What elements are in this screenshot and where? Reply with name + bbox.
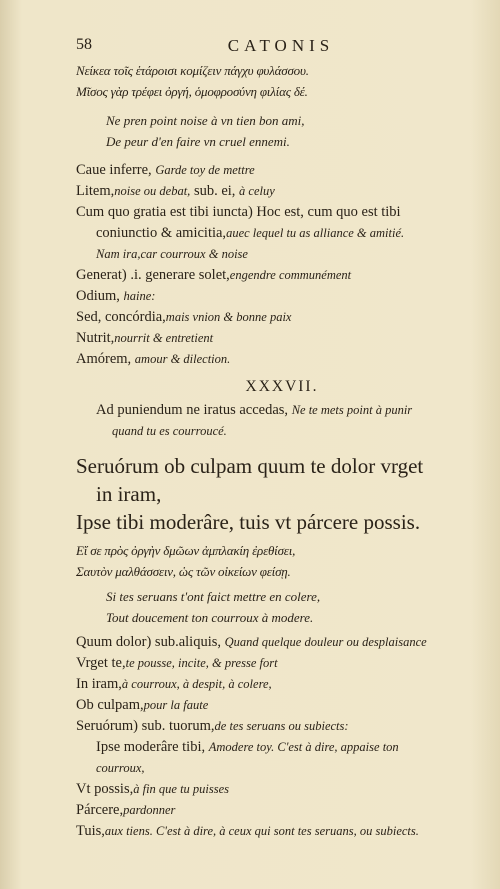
greek-verse-line: Σαυτὸν μαλθάσσειν, ὡς τῶν οἰκείων φείσῃ.	[76, 564, 291, 579]
french-gloss: Garde toy de mettre	[155, 163, 255, 177]
french-gloss: haine:	[123, 289, 156, 303]
gloss-line	[76, 737, 488, 758]
latin-term: Párcere,	[76, 802, 124, 818]
french-gloss: Amodere toy. C'est à dire, appaise ton	[208, 740, 399, 754]
page-body	[76, 60, 488, 842]
french-gloss: à courroux, à despit, à colere,	[121, 677, 272, 691]
gloss-line	[76, 223, 488, 244]
french-gloss: car courroux & noise	[140, 247, 248, 261]
gloss-line	[76, 265, 488, 286]
latin-term: Generat) .i. generare solet,	[76, 267, 230, 283]
gloss-continuation: courroux,	[96, 761, 145, 775]
latin-verse-line: Ipse tibi moderâre, tuis vt párcere possis.	[76, 510, 421, 534]
latin-term: Ad puniendum ne iratus accedas,	[96, 402, 289, 418]
latin-term: Tuis,	[76, 823, 105, 839]
gloss-line	[76, 307, 488, 328]
page-number: 58	[76, 36, 92, 53]
latin-term: Cum quo gratia est tibi iuncta) Hoc est, cum quo est tibi	[76, 204, 401, 220]
french-gloss: Ne te mets point à punir	[291, 403, 413, 417]
french-gloss: à fin que tu puisses	[133, 782, 230, 796]
french-gloss: pour la faute	[143, 698, 209, 712]
gloss-line	[76, 632, 488, 653]
latin-term: Sed, concórdia,	[76, 309, 166, 325]
latin-term: Amórem,	[76, 351, 132, 367]
latin-term: Ob culpam,	[76, 697, 144, 713]
latin-term: Ipse moderâre tibi,	[96, 739, 206, 755]
gloss-line	[76, 779, 488, 800]
greek-verse-line: Εἴ σε πρὸς ὀργὴν δμῶων ἀμπλακίη ἐρεθίσει,	[76, 543, 296, 558]
french-verse-line: Si tes seruans t'ont faict mettre en colere,	[106, 589, 321, 604]
summary-line: quand tu es courroucé.	[112, 424, 227, 438]
latin-term: Seruórum) sub. tuorum,	[76, 718, 215, 734]
gloss-line	[76, 244, 488, 265]
latin-term: Litem,	[76, 183, 115, 199]
french-gloss: pardonner	[123, 803, 176, 817]
french-gloss: engendre communément	[229, 268, 352, 282]
french-verse-line: Tout doucement ton courroux à modere.	[106, 610, 314, 625]
gloss-line	[76, 653, 488, 674]
french-gloss: te pousse, incite, & presse fort	[125, 656, 278, 670]
gloss-line	[76, 349, 488, 370]
latin-note: sub. ei,	[193, 183, 236, 199]
french-verse-line: Ne pren point noise à vn tien bon ami,	[106, 113, 305, 128]
latin-term: Odium,	[76, 288, 120, 304]
latin-term: Vt possis,	[76, 781, 134, 797]
french-gloss: aux tiens. C'est à dire, à ceux qui sont tes seruans, ou subiects.	[104, 824, 419, 838]
french-gloss: de tes seruans ou subiects:	[214, 719, 349, 733]
latin-term: Vrget te,	[76, 655, 126, 671]
page-header	[76, 36, 486, 60]
latin-verse-line: Seruórum ob culpam quum te dolor vrget	[76, 454, 424, 478]
gloss-line	[76, 695, 488, 716]
summary-line	[76, 400, 488, 421]
latin-term: In iram,	[76, 676, 122, 692]
latin-term: coniunctio & amicitia,	[96, 225, 227, 241]
french-gloss: auec lequel tu as alliance & amitié.	[226, 226, 405, 240]
latin-term: Nam ira,	[96, 247, 141, 261]
section-heading: XXXVII.	[245, 378, 319, 395]
french-gloss: mais vnion & bonne paix	[165, 310, 292, 324]
gloss-line	[76, 286, 488, 307]
french-gloss: à celuy	[239, 184, 275, 198]
gloss-line	[76, 674, 488, 695]
latin-term: Caue inferre,	[76, 162, 152, 178]
latin-verse-line: in iram,	[96, 482, 162, 506]
french-gloss: nourrit & entretient	[114, 331, 214, 345]
running-title: CATONIS	[227, 36, 335, 55]
french-gloss: noise ou debat,	[114, 184, 191, 198]
french-gloss: amour & dilection.	[134, 352, 231, 366]
latin-term: Quum dolor) sub.aliquis,	[76, 634, 221, 650]
latin-term: Nutrit,	[76, 330, 115, 346]
gloss-line	[76, 202, 488, 223]
gloss-line	[76, 716, 488, 737]
gloss-line	[76, 800, 488, 821]
gloss-line	[76, 181, 488, 202]
french-verse-line: De peur d'en faire vn cruel ennemi.	[106, 134, 290, 149]
gloss-line	[76, 160, 488, 181]
gloss-line	[76, 821, 488, 842]
gloss-line	[76, 328, 488, 349]
french-gloss: Quand quelque douleur ou desplaisance	[224, 635, 427, 649]
greek-verse-line: Νείκεα τοῖς ἑτάροισι κομίζειν πάγχυ φυλάσσου.	[76, 63, 309, 78]
greek-verse-line: Μῖσος γὰρ τρέφει ὀργή, ὁμοφροσύνη φιλίας δέ.	[76, 84, 308, 99]
